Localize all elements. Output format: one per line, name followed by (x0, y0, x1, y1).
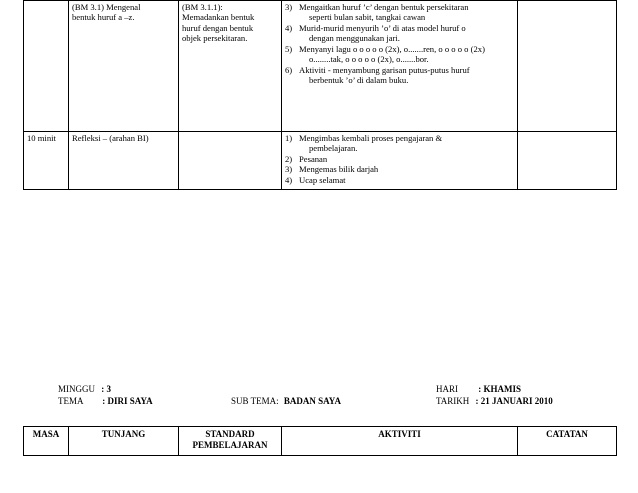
list-item (285, 2, 514, 23)
subtema-value: BADAN SAYA (283, 396, 341, 406)
item-number: 4) (285, 22, 293, 33)
item-number: 4) (285, 174, 293, 185)
subtema-field (231, 396, 341, 407)
standard-cell (179, 132, 282, 190)
lesson-plan-table-continued (23, 0, 617, 190)
item-text: Mengemas bilik darjah (299, 164, 379, 175)
item-number: 3) (285, 2, 293, 12)
list-item (285, 65, 514, 86)
standard-line: Memadankan bentuk (182, 12, 255, 23)
aktiviti-header: AKTIVITI (282, 427, 518, 456)
item-text-continued: dengan menggunakan jari. (309, 33, 400, 44)
item-number: 3) (285, 164, 293, 175)
tarikh-value: : 21 JANUARI 2010 (475, 396, 553, 406)
activity-list (285, 133, 514, 185)
table-row (24, 132, 617, 190)
list-item (285, 164, 514, 174)
tunjang-line: (BM 3.1) Mengenal (72, 2, 141, 12)
standard-header-line: PEMBELAJARAN (192, 439, 268, 450)
tunjang-header: TUNJANG (69, 427, 179, 456)
item-text: Menyanyi lagu o o o o o (2x), o.......ren, o o o o o (2x) (299, 43, 485, 54)
tarikh-label: TARIKH (436, 396, 470, 406)
item-text-continued: pembelajaran. (309, 143, 358, 154)
list-item (285, 23, 514, 44)
item-text: Aktiviti - menyambung garisan putus-putus huruf (299, 64, 470, 75)
masa-cell (24, 1, 69, 132)
activity-list (285, 2, 514, 86)
item-text: Pesanan (299, 153, 328, 164)
item-text: Ucap selamat (299, 174, 346, 185)
hari-value: : KHAMIS (478, 384, 521, 394)
standard-header (179, 427, 282, 456)
minggu-field (58, 384, 111, 395)
item-text-continued: seperti bulan sabit, tangkai cawan (309, 12, 426, 23)
masa-header: MASA (24, 427, 69, 456)
list-item (285, 133, 514, 154)
catatan-header: CATATAN (518, 427, 617, 456)
aktiviti-cell (282, 1, 518, 132)
item-text-continued: berbentuk ’o’ di dalam buku. (309, 75, 409, 86)
tema-label: TEMA (58, 396, 84, 406)
tema-value: : DIRI SAYA (102, 396, 153, 406)
header-row (24, 427, 617, 456)
masa-cell: 10 minit (24, 132, 69, 190)
tarikh-field (436, 396, 553, 407)
minggu-label: MINGGU (58, 384, 95, 394)
standard-line: huruf dengan bentuk (182, 22, 254, 33)
catatan-cell (518, 1, 617, 132)
lesson-plan-header-table (23, 426, 617, 456)
catatan-cell (518, 132, 617, 190)
tunjang-cell: Refleksi – (arahan BI) (69, 132, 179, 190)
list-item (285, 154, 514, 164)
standard-line: (BM 3.1.1): (182, 2, 223, 12)
table-row (24, 1, 617, 132)
hari-label: HARI (436, 384, 458, 394)
item-number: 2) (285, 153, 293, 164)
item-number: 6) (285, 64, 293, 75)
item-text: Mengaitkan huruf ’c’ dengan bentuk persekitaran (299, 2, 469, 12)
item-number: 1) (285, 133, 293, 143)
aktiviti-cell (282, 132, 518, 190)
list-item (285, 175, 514, 185)
item-number: 5) (285, 43, 293, 54)
tunjang-line: bentuk huruf a –z. (72, 12, 135, 23)
tunjang-cell (69, 1, 179, 132)
item-text-continued: o........tak, o o o o o (2x), o.......bor. (309, 54, 429, 65)
minggu-value: : 3 (101, 384, 111, 394)
item-text: Murid-murid menyurih ’o’ di atas model huruf o (299, 22, 466, 33)
subtema-label: SUB TEMA: (231, 396, 279, 406)
standard-header-line: STANDARD (205, 429, 255, 439)
hari-field (436, 384, 521, 395)
standard-line: objek persekitaran. (182, 33, 248, 44)
item-text: Mengimbas kembali proses pengajaran & (299, 133, 443, 143)
list-item (285, 44, 514, 65)
standard-cell (179, 1, 282, 132)
tema-field (58, 396, 153, 407)
